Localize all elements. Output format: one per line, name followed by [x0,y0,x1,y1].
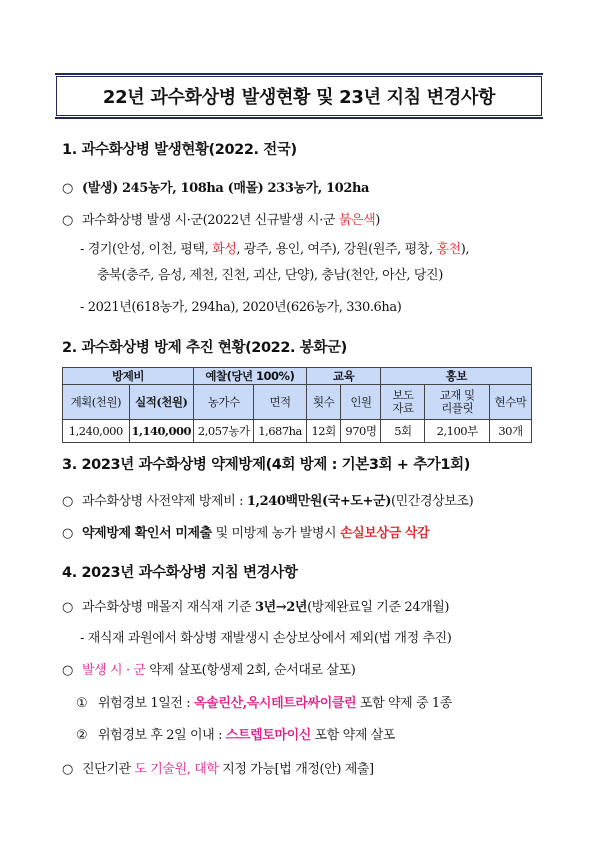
circle-bullet-icon: ○ [62,494,73,509]
document-title: 22년 과수화상병 발생현황 및 23년 지침 변경사항 [102,87,496,108]
table-cell: 970명 [341,420,381,443]
table-sub-header: 실적(천원) [129,385,194,420]
s3-budget-type: (민간경상보조) [390,494,474,509]
s4-warning-after-line [76,724,395,743]
table-cell: 12회 [306,420,341,443]
s4-warning-before-line [76,692,452,711]
s1-regions-line-1 [80,238,469,257]
table-cell: 2,057농가 [194,420,254,443]
s1-previous-years-line: - 2021년(618농가, 294ha), 2020년(626농가, 330.6ha) [80,300,402,315]
s4-diagnosis-label: 진단기관 [82,762,135,777]
s1-new-region-hongcheon: 홍천 [436,242,461,257]
section2-heading: 2. 과수화상병 방제 추진 현황(2022. 봉화군) [62,340,347,356]
s3-budget-amount: 1,240백만원(국+도+군) [246,494,391,509]
s3-penalty-line [62,522,429,541]
s4-diagnosis-tail: 지정 가능[법 개정(안) 제출] [218,762,374,777]
s4-replanting-change: 3년→2년 [254,600,308,615]
s4-warning-before-label: 위험경보 1일전 : [98,696,194,711]
s4-diagnosis-institutions: 도 기술원, 대학 [134,762,219,777]
table-cell: 2,100부 [425,420,490,443]
circle-bullet-icon: ○ [62,526,73,541]
circle-bullet-icon: ○ [62,663,73,678]
table-sub-header: 인원 [341,385,381,420]
table-group-header: 방제비 [63,368,194,385]
table-sub-header: 면적 [254,385,306,420]
table-cell: 1,240,000 [63,420,130,443]
s1-region-intro-line [62,209,380,228]
table-group-header: 예찰(당년 100%) [194,368,307,385]
s4-replanting-line [62,596,449,615]
table-sub-header: 교재 및 리플릿 [425,385,490,420]
s1-occurrence-text: (발생) 245농가, 108ha (매몰) 233농가, 102ha [82,181,370,196]
document-title-box [55,73,543,119]
s3-no-certificate: 약제방제 확인서 미제출 [82,526,212,541]
table-cell: 5회 [381,420,425,443]
s1-region-intro-tail: ) [375,213,380,228]
s4-warning-after-label: 위험경보 후 2일 이내 : [98,728,226,743]
s1-regions-tail: ), [460,242,470,257]
circled-one-icon: ① [76,696,88,711]
table-cell: 1,687ha [254,420,306,443]
circle-bullet-icon: ○ [62,181,73,196]
s3-compensation-cut: 손실보상금 삭감 [339,526,430,541]
s4-occurrence-regions: 발생 시 · 군 [82,663,146,678]
s4-replanting-label: 과수화상병 매몰지 재식재 기준 [82,600,255,615]
s3-budget-label: 과수화상병 사전약제 방제비 : [82,494,247,509]
table-sub-header: 현수막 [489,385,531,420]
control-status-table [62,367,532,443]
s4-replanting-basis: (방제완료일 기준 24개월) [307,600,450,615]
s1-new-region-hwaseong: 화성 [212,242,237,257]
table-sub-header: 농가수 [194,385,254,420]
s1-occurrence-line [62,177,369,196]
s4-spray-text: 약제 살포(항생제 2회, 순서대로 살포) [145,663,356,678]
s3-budget-line [62,490,473,509]
table-sub-header: 보도 자료 [381,385,425,420]
s1-regions-line-2: 충북(충주, 음성, 제천, 진천, 괴산, 단양), 충남(천안, 아산, 당진) [97,268,443,283]
table-sub-header: 계획(천원) [63,385,130,420]
table-cell: 1,140,000 [129,420,194,443]
section1-heading: 1. 과수화상병 발생현황(2022. 전국) [62,142,297,158]
section3-heading: 3. 2023년 과수화상병 약제방제(4회 방제 : 기본3회 + 추가1회) [62,457,470,473]
table-cell: 30개 [489,420,531,443]
table-group-header: 교육 [306,368,381,385]
s1-regions-gyeonggi: - 경기(안성, 이천, 평택, [80,242,213,257]
s4-exclusion-line: - 재식재 과원에서 화상병 재발생시 손상보상에서 제외(법 개정 추진) [80,631,452,646]
s4-warning-before-tail: 포함 약제 중 1종 [356,696,452,711]
s1-red-color-note: 붉은색 [338,213,376,228]
circle-bullet-icon: ○ [62,213,73,228]
s4-spray-line [62,659,355,678]
table-group-header: 홍보 [381,368,532,385]
s4-warning-after-tail: 포함 약제 살포 [310,728,396,743]
circle-bullet-icon: ○ [62,762,73,777]
s1-regions-gangwon: , 광주, 용인, 여주), 강원(원주, 평창, [236,242,437,257]
s4-diagnosis-line [62,758,374,777]
section4-heading: 4. 2023년 과수화상병 지침 변경사항 [62,565,298,581]
s4-antibiotic-list: 옥솔린산,옥시테트라싸이클린 [194,696,357,711]
s1-region-intro-text: 과수화상병 발생 시·군(2022년 신규발생 시·군 [82,213,339,228]
table-row [63,420,532,443]
s3-penalty-condition: 및 미방제 농가 발병시 [211,526,340,541]
s4-streptomycin: 스트렙토마이신 [225,728,311,743]
circle-bullet-icon: ○ [62,600,73,615]
table-sub-header: 횟수 [306,385,341,420]
circled-two-icon: ② [76,728,88,743]
